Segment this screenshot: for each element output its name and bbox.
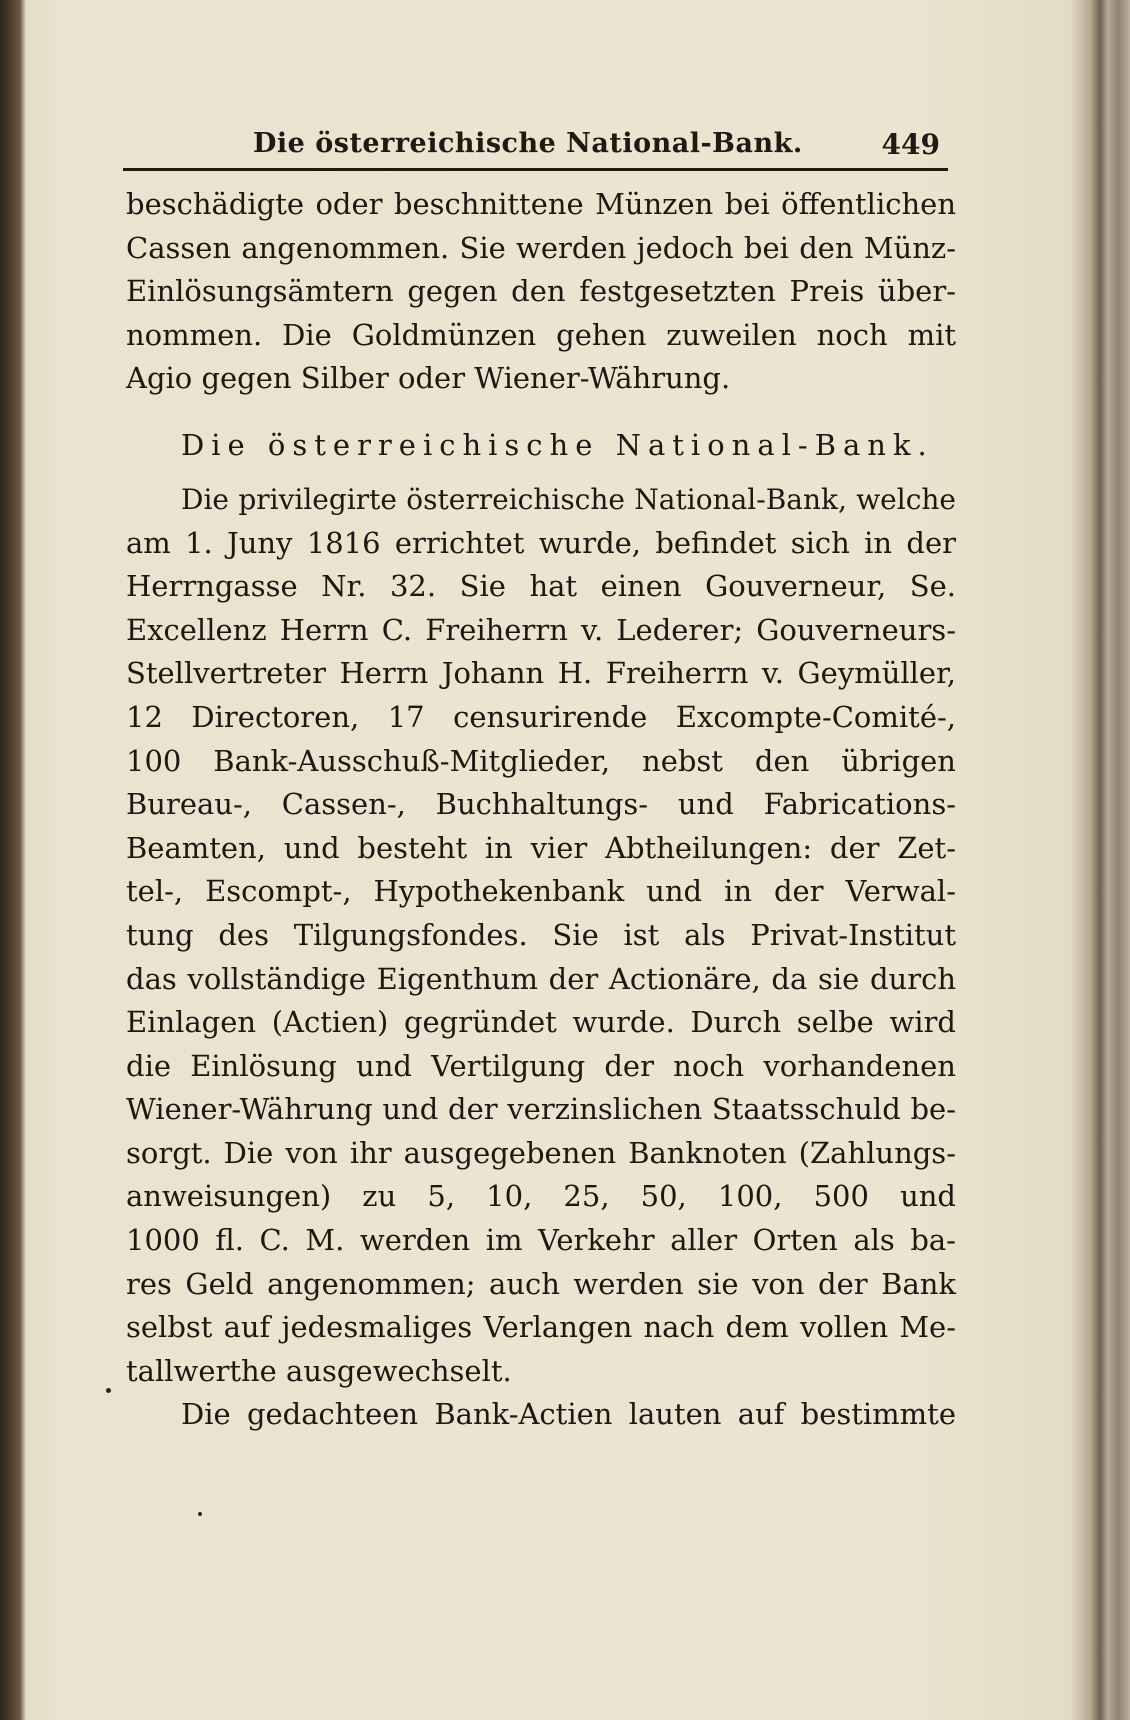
ink-speck xyxy=(198,1512,202,1516)
text-line: sorgt. Die von ihr ausgegebenen Banknoten (Zahlungs- xyxy=(126,1135,956,1170)
running-title: Die österreichische National-Bank. xyxy=(253,128,803,159)
body-text xyxy=(126,183,956,1437)
text-line: 100 Bank-Ausschuß-Mitglieder, nebst den übrigen xyxy=(126,743,956,778)
text-line: Stellvertreter Herrn Johann H. Freiherrn v. Geymüller, xyxy=(126,656,956,691)
text-line: res Geld angenommen; auch werden sie von der Bank xyxy=(126,1266,956,1301)
section-heading: Die österreichische National-Bank. xyxy=(181,427,934,462)
text-line: tallwerthe ausgewechselt. xyxy=(126,1353,512,1388)
text-line: Agio gegen Silber oder Wiener-Währung. xyxy=(126,361,731,396)
paragraph-3 xyxy=(126,1393,956,1437)
text-line: nommen. Die Goldmünzen gehen zuweilen noch mit xyxy=(126,317,956,352)
text-line: anweisungen) zu 5, 10, 25, 50, 100, 500 und xyxy=(126,1179,956,1214)
ink-speck xyxy=(106,1388,111,1393)
running-header xyxy=(123,128,948,171)
text-line: Einlagen (Actien) gegründet wurde. Durch selbe wird xyxy=(126,1005,956,1040)
paragraph-2 xyxy=(126,478,956,1393)
text-line: Beamten, und besteht in vier Abtheilungen: der Zet- xyxy=(126,830,956,865)
text-line: 1000 fl. C. M. werden im Verkehr aller Orten als ba- xyxy=(126,1223,956,1258)
text-line: tel-, Escompt-, Hypothekenbank und in der Verwal- xyxy=(126,874,956,909)
text-line: Einlösungsämtern gegen den festgesetzten Preis über- xyxy=(126,274,956,309)
text-line: selbst auf jedesmaliges Verlangen nach dem vollen Me- xyxy=(126,1310,956,1345)
text-line: Herrngasse Nr. 32. Sie hat einen Gouverneur, Se. xyxy=(126,569,956,604)
text-line: 12 Directoren, 17 censurirende Excompte-Comité-, xyxy=(126,699,956,734)
text-line: Cassen angenommen. Sie werden jedoch bei den Münz- xyxy=(126,230,956,265)
text-line: die Einlösung und Vertilgung der noch vorhandenen xyxy=(126,1048,956,1083)
text-line: Wiener-Währung und der verzinslichen Staatsschuld be- xyxy=(126,1092,956,1127)
text-line: das vollständige Eigenthum der Actionäre, da sie durch xyxy=(126,961,956,996)
text-line: tung des Tilgungsfondes. Sie ist als Privat-Institut xyxy=(126,917,956,952)
text-line: Die gedachteen Bank-Actien lauten auf bestimmte xyxy=(181,1397,956,1432)
text-line: Die privilegirte österreichische National-Bank, welche xyxy=(181,482,956,516)
text-line: beschädigte oder beschnittene Münzen bei öffentlichen xyxy=(126,187,956,221)
paragraph-1 xyxy=(126,183,956,401)
text-line: Bureau-, Cassen-, Buchhaltungs- und Fabrications- xyxy=(126,787,956,822)
text-line: Excellenz Herrn C. Freiherrn v. Lederer; Gouverneurs- xyxy=(126,612,956,647)
text-line: am 1. Juny 1816 errichtet wurde, befindet sich in der xyxy=(126,525,956,560)
page-number: 449 xyxy=(881,128,940,161)
book-page xyxy=(28,0,1088,1720)
